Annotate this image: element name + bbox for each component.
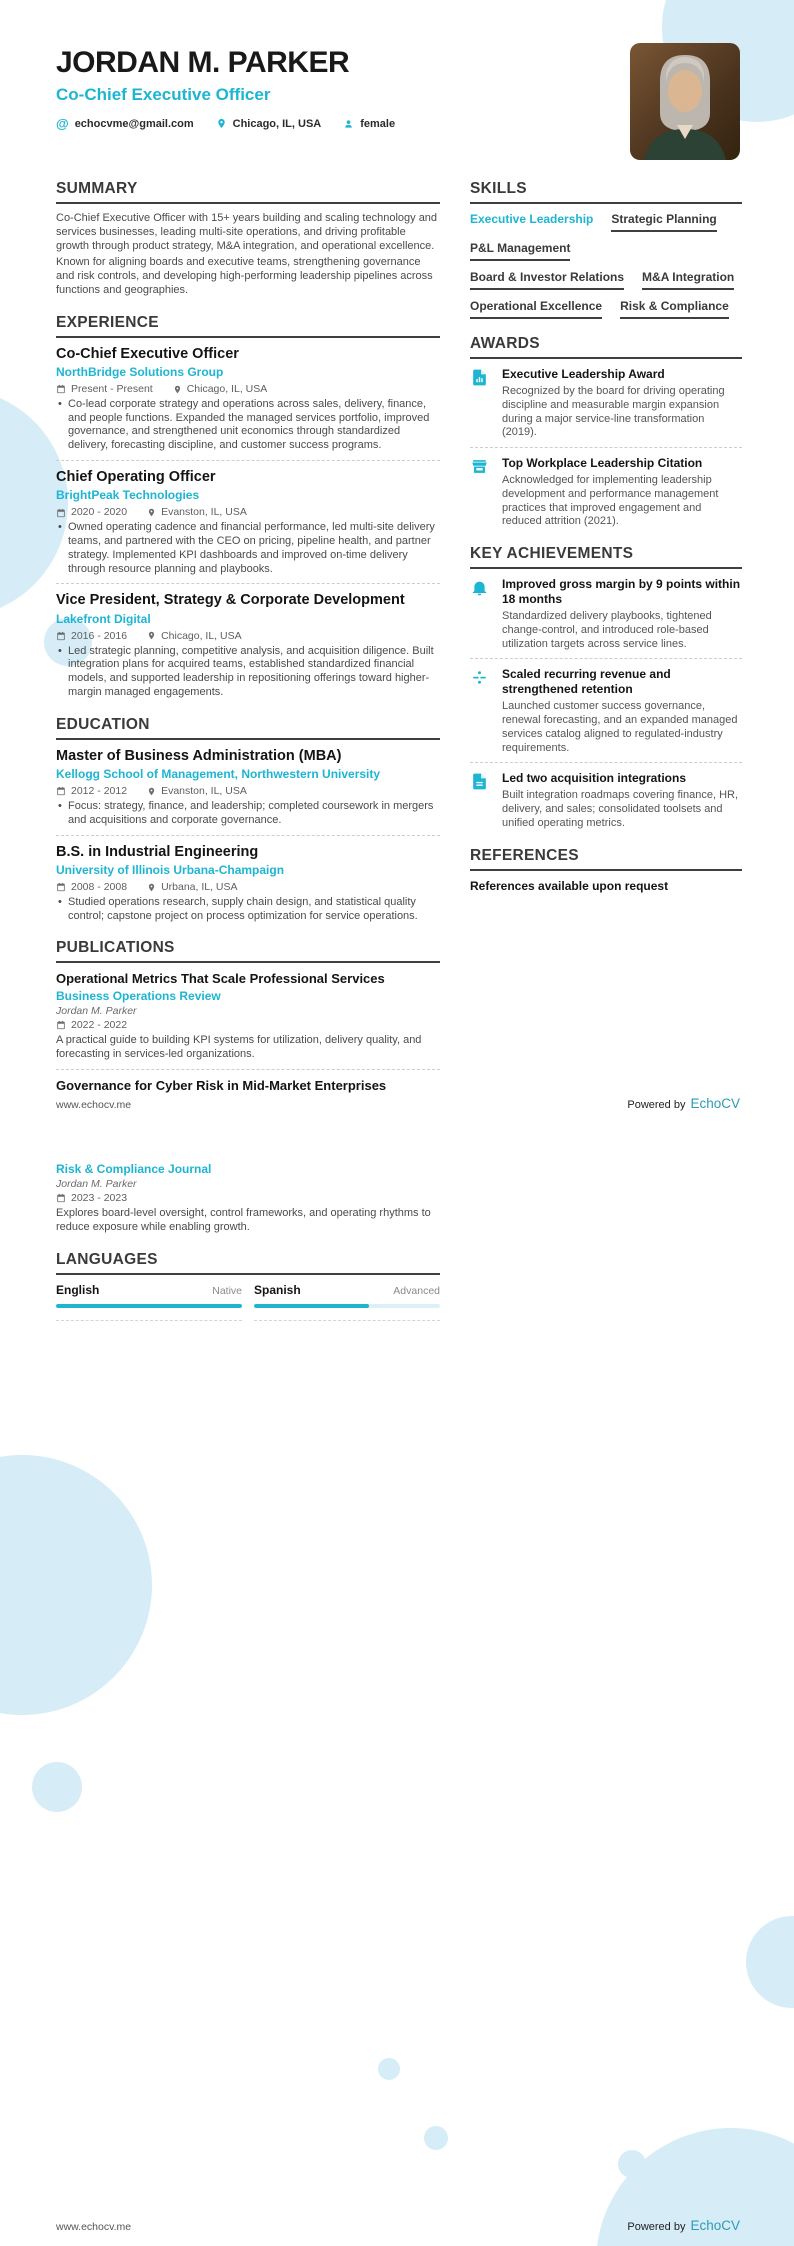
section-awards: [470, 335, 742, 529]
language-bar-track: [254, 1304, 440, 1309]
date-range: 2023 - 2023: [56, 1192, 127, 1204]
summary-heading: SUMMARY: [56, 180, 440, 204]
decorative-circle: [746, 1916, 794, 2008]
contact-email-text: echocvme@gmail.com: [74, 117, 194, 130]
calendar-icon: [56, 1019, 66, 1031]
publication-item-continued: [56, 1162, 440, 1235]
contact-row: [56, 117, 616, 130]
company-name: NorthBridge Solutions Group: [56, 364, 224, 379]
language-level: Advanced: [393, 1284, 440, 1297]
language-bar-track: [56, 1304, 242, 1309]
publications-heading: PUBLICATIONS: [56, 939, 440, 963]
summary-paragraph: Known for aligning boards and executive teams, strengthening governance and risk controls, and developing high-performing leadership pipelines across functions and geographies.: [56, 256, 433, 296]
section-publications: [56, 939, 440, 1093]
degree-title: Master of Business Administration (MBA): [56, 747, 342, 764]
journal-name: Risk & Compliance Journal: [56, 1162, 212, 1176]
school-name: University of Illinois Urbana-Champaign: [56, 862, 285, 877]
bell-icon: [470, 577, 490, 651]
experience-bullet: • Co-lead corporate strategy and operations across sales, delivery, finance, and people functions. Expanded the managed services portfolio, improved governance, and strengthened unit economics through standardized delivery, forecasting discipline, and customer success programs.: [56, 398, 440, 453]
publication-author: Jordan M. Parker: [56, 1005, 137, 1018]
dashed-divider: [56, 583, 440, 584]
person-icon: [343, 117, 354, 129]
achievements-heading: KEY ACHIEVEMENTS: [470, 545, 742, 569]
contact-gender: [343, 117, 395, 129]
job-location: Chicago, IL, USA: [147, 630, 242, 642]
date-range: Present - Present: [56, 383, 153, 395]
section-education: [56, 716, 440, 924]
calendar-icon: [56, 785, 66, 797]
contact-location-text: Chicago, IL, USA: [232, 117, 322, 130]
skill-chip: Executive Leadership: [470, 212, 594, 226]
publication-title: Governance for Cyber Risk in Mid-Market Enterprises: [56, 1077, 387, 1093]
right-column: [470, 180, 742, 909]
language-name: English: [56, 1282, 100, 1297]
award-description: Recognized by the board for driving operating discipline and measurable margin expansion during a major service-line transformation (2019).: [502, 385, 725, 439]
language-level: Native: [212, 1284, 242, 1297]
experience-item: [56, 346, 440, 461]
job-title: Co-Chief Executive Officer: [56, 345, 239, 362]
education-bullet: • Studied operations research, supply chain design, and statistical quality control; capstone project on process optimization for service operations.: [56, 896, 440, 924]
experience-heading: EXPERIENCE: [56, 314, 440, 338]
echocv-brand[interactable]: EchoCV: [690, 2218, 740, 2233]
dashed-divider: [254, 1320, 440, 1321]
skill-chip: P&L Management: [470, 241, 570, 261]
skill-chip: Strategic Planning: [611, 212, 716, 232]
education-heading: EDUCATION: [56, 716, 440, 740]
achievement-description: Launched customer success governance, renewal forecasting, and an expanded managed services catalog aligned to regulated-industry requirements.: [502, 700, 738, 754]
publication-item: [56, 971, 440, 1069]
experience-item: [56, 592, 440, 699]
decorative-circle: [618, 2150, 646, 2178]
languages-heading: LANGUAGES: [56, 1251, 440, 1275]
decorative-circle: [0, 1455, 152, 1715]
skill-chip: Risk & Compliance: [620, 299, 729, 319]
achievement-description: Built integration roadmaps covering finance, HR, delivery, and sales; consolidated toolsets and unified operating metrics.: [502, 789, 739, 829]
decorative-circle: [32, 1762, 82, 1812]
dashed-divider: [56, 835, 440, 836]
skill-chip: M&A Integration: [642, 270, 734, 290]
achievement-item: [470, 771, 742, 830]
award-title: Top Workplace Leadership Citation: [502, 456, 703, 470]
header: [56, 46, 616, 130]
company-name: BrightPeak Technologies: [56, 488, 200, 503]
storefront-icon: [470, 456, 490, 529]
language-bar-fill: [56, 1304, 242, 1309]
award-item: [470, 367, 742, 448]
job-title: Vice President, Strategy & Corporate Development: [56, 592, 405, 609]
job-title: Chief Operating Officer: [56, 468, 216, 485]
decorative-circle: [378, 2058, 400, 2080]
achievement-title: Improved gross margin by 9 points within 18 months: [502, 577, 741, 606]
dashed-divider: [470, 762, 742, 763]
award-description: Acknowledged for implementing leadership development and performance management practices that improved engagement and reduced attrition (2021).: [502, 474, 719, 528]
file-chart-icon: [470, 367, 490, 440]
language-item: [254, 1283, 440, 1322]
skills-heading: SKILLS: [470, 180, 742, 204]
section-languages: [56, 1251, 440, 1322]
awards-heading: AWARDS: [470, 335, 742, 359]
achievement-description: Standardized delivery playbooks, tightened change-control, and introduced role-based utilization targets across service lines.: [502, 610, 712, 650]
journal-name: Business Operations Review: [56, 989, 221, 1004]
pin-icon: [147, 630, 156, 642]
divide-icon: [470, 667, 490, 755]
section-experience: [56, 314, 440, 700]
award-title: Executive Leadership Award: [502, 367, 665, 381]
experience-item: [56, 469, 440, 584]
language-bar-fill: [254, 1304, 369, 1309]
publication-title: Operational Metrics That Scale Professional Services: [56, 971, 385, 987]
site-link[interactable]: www.echocv.me: [56, 1099, 132, 1111]
job-location: Chicago, IL, USA: [173, 383, 268, 395]
achievement-title: Scaled recurring revenue and strengthened retention: [502, 667, 671, 697]
date-range: 2020 - 2020: [56, 506, 127, 518]
page-footer: [56, 1096, 740, 1111]
left-column-page2: [56, 1162, 440, 1337]
skill-chip: Board & Investor Relations: [470, 270, 624, 290]
language-item: [56, 1283, 242, 1322]
document-icon: [470, 771, 490, 830]
skill-chip: Operational Excellence: [470, 299, 602, 319]
school-location: Urbana, IL, USA: [147, 881, 237, 893]
achievement-item: [470, 667, 742, 763]
achievement-item: [470, 577, 742, 659]
date-range: 2022 - 2022: [56, 1019, 127, 1031]
profile-photo: [630, 43, 740, 160]
section-skills: [470, 180, 742, 319]
pin-icon: [147, 785, 156, 797]
decorative-circle: [424, 2126, 448, 2150]
degree-title: B.S. in Industrial Engineering: [56, 843, 259, 860]
calendar-icon: [56, 1192, 66, 1204]
pin-icon: [173, 383, 182, 395]
dashed-divider: [56, 1320, 242, 1321]
dashed-divider: [470, 658, 742, 659]
experience-bullet: • Owned operating cadence and financial performance, led multi-site delivery teams, and partnered with the CEO on pricing, pipeline health, and partner strategy. Implemented KPI dashboards and improved on-time delivery through resource planning and playbooks.: [56, 521, 440, 576]
date-range: 2008 - 2008: [56, 881, 127, 893]
references-text: References available upon request: [470, 878, 669, 893]
section-references: [470, 847, 742, 893]
publication-description: A practical guide to building KPI systems for utilization, delivery quality, and forecasting in services-led organizations.: [56, 1034, 422, 1060]
pin-icon: [147, 881, 156, 893]
candidate-name: JORDAN M. PARKER: [56, 46, 350, 79]
section-achievements: [470, 545, 742, 831]
candidate-title: Co-Chief Executive Officer: [56, 85, 271, 104]
publication-item: [56, 1078, 440, 1094]
school-name: Kellogg School of Management, Northwestern University: [56, 767, 381, 782]
school-location: Evanston, IL, USA: [147, 785, 247, 797]
references-heading: REFERENCES: [470, 847, 742, 871]
language-name: Spanish: [254, 1282, 301, 1297]
dashed-divider: [470, 447, 742, 448]
calendar-icon: [56, 630, 66, 642]
calendar-icon: [56, 881, 66, 893]
job-location: Evanston, IL, USA: [147, 506, 247, 518]
education-item: [56, 748, 440, 836]
date-range: 2016 - 2016: [56, 630, 127, 642]
education-item: [56, 844, 440, 924]
powered-by: Powered by EchoCV: [627, 2218, 740, 2233]
award-item: [470, 456, 742, 529]
publication-author: Jordan M. Parker: [56, 1178, 137, 1190]
contact-location: [216, 117, 322, 130]
publication-description: Explores board-level oversight, control frameworks, and operating rhythms to reduce exposure while enabling growth.: [56, 1207, 431, 1233]
date-range: 2012 - 2012: [56, 785, 127, 797]
dashed-divider: [56, 1069, 440, 1070]
experience-bullet: • Led strategic planning, competitive analysis, and acquisition diligence. Built integration plans for acquired teams, established standardized financial models, and supported leadership in repositioning offerings toward higher-margin managed engagements.: [56, 645, 440, 700]
dashed-divider: [56, 460, 440, 461]
summary-paragraph: Co-Chief Executive Officer with 15+ years building and scaling technology and services businesses, leading multi-site operations, and driving profitable growth through product strategy, M&A integration, and operational excellence.: [56, 212, 438, 252]
calendar-icon: [56, 506, 66, 518]
site-link[interactable]: www.echocv.me: [56, 2221, 132, 2233]
education-bullet: • Focus: strategy, finance, and leadership; completed coursework in mergers and acquisitions and corporate governance.: [56, 800, 440, 828]
pin-icon: [147, 506, 156, 518]
contact-email[interactable]: [56, 117, 194, 130]
achievement-title: Led two acquisition integrations: [502, 771, 687, 786]
echocv-brand[interactable]: EchoCV: [690, 1096, 740, 1111]
company-name: Lakefront Digital: [56, 611, 151, 626]
left-column: [56, 180, 440, 1109]
pin-icon: [216, 117, 227, 130]
at-icon: @: [56, 116, 69, 131]
page-footer: [56, 2218, 740, 2233]
section-summary: [56, 180, 440, 298]
calendar-icon: [56, 383, 66, 395]
contact-gender-text: female: [360, 117, 396, 130]
powered-by: Powered by EchoCV: [627, 1096, 740, 1111]
